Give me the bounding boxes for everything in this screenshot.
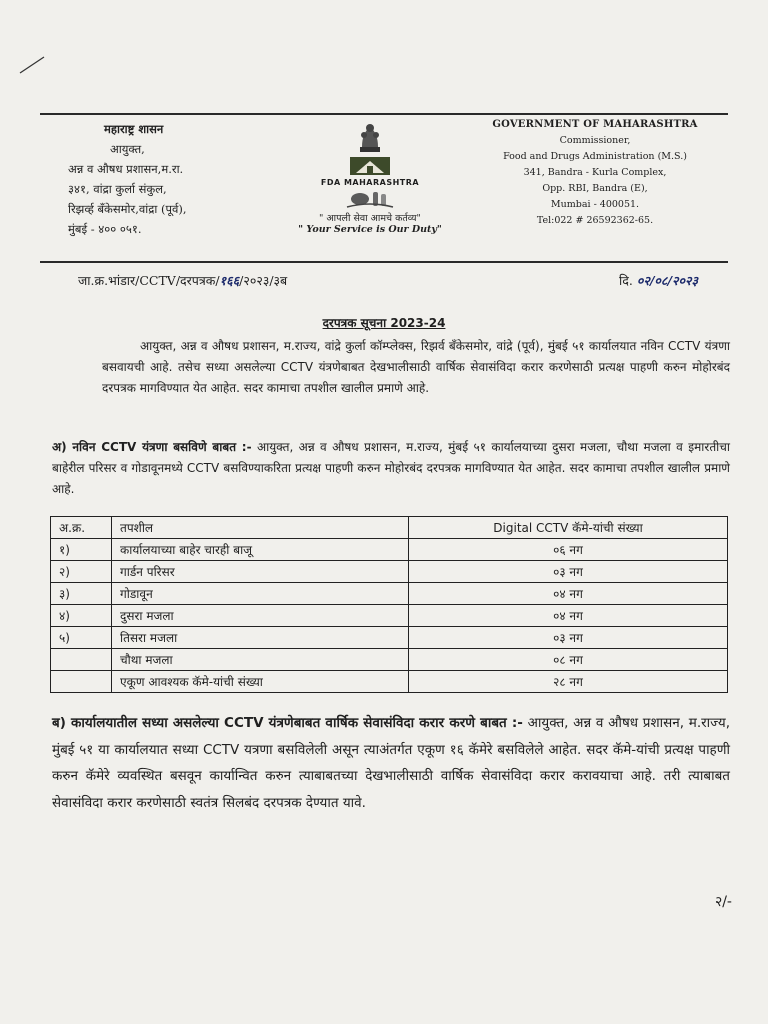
- letterhead-logo-block: [270, 119, 470, 235]
- table-row: [51, 605, 728, 627]
- lh-marathi-line: महाराष्ट्र शासन: [104, 122, 164, 136]
- section-a-text: आयुक्त, अन्न व औषध प्रशासन, म.राज्य, मुंबई ५१ कार्यालयाच्या दुसरा मजला, चौथा मजला व इमारतीचा बाहेरील परिसर व गोडावूनमध्ये CCTV बसविण्याकरिता प्रत्यक्ष पाहणी करुन मोहोरबंद दरपत्रक मागविण्यात येत आहेत. सदर कामाचा तपशील खालील प्रमाणे आहे.: [52, 440, 730, 496]
- table-row: [51, 583, 728, 605]
- letterhead-english-address: [470, 117, 720, 229]
- section-b-heading: ब) कार्यालयातील सध्या असलेल्या CCTV यंत्रणेबाबत वार्षिक सेवासंविदा करार करणे बाबत :-: [52, 715, 523, 731]
- table-row: [51, 561, 728, 583]
- notice-title: दरपत्रक सूचना 2023-24: [322, 316, 446, 330]
- motto-marathi: " आपली सेवा आमचे कर्तव्य": [319, 213, 421, 224]
- cell-count: ०३ नग: [409, 561, 728, 583]
- pen-stroke-mark: [18, 55, 46, 75]
- table-row: [51, 539, 728, 561]
- intro-paragraph: आयुक्त, अन्न व औषध प्रशासन, म.राज्य, वांद्रे कुर्ला कॉम्प्लेक्स, रिझर्व बॅंकेसमोर, वांद्रे (पूर्व), मुंबई ५१ कार्यालयात नविन CCTV यंत्रणा बसवायची आहे. तसेच सध्या असलेल्या CCTV यंत्रणेबाबत देखभालीसाठी वार्षिक सेवासंविदा करार करणेसाठी प्रत्यक्ष पाहणी करुन मोहोरबंद दरपत्रक मागविण्यात येत आहेत. सदर कामाचा तपशील खालील प्रमाणे आहे.: [102, 339, 730, 395]
- cell-serial: ५): [51, 627, 112, 649]
- fda-building-logo-icon: [348, 155, 392, 177]
- cell-count: ०३ नग: [409, 627, 728, 649]
- reference-number: [78, 272, 287, 289]
- ref-handwritten-number: १६६: [219, 273, 240, 288]
- cell-count: ०४ नग: [409, 605, 728, 627]
- section-b-text: आयुक्त, अन्न व औषध प्रशासन, म.राज्य, मुंबई ५१ या कार्यालयात सध्या CCTV यत्रणा बसविलेली असून त्याअंतर्गत एकूण १६ कॅमेरे बसविलेले आहेत. सदर कॅमे-यांची प्रत्यक्ष पाहणी करुन कॅमेरे व्यवस्थित बसवून कार्यान्वित करुन त्याबाबतच्या देखभालीसाठी वार्षिक सेवासंविदा करार करावयाचा आहे. तरी त्याबाबत सेवासंविदा करार करणेसाठी स्वतंत्र सिलबंद दरपत्रक देण्यात यावे.: [52, 715, 730, 811]
- national-emblem-icon: [352, 119, 388, 155]
- lh-marathi-line: मुंबई - ४०० ०५१.: [68, 222, 142, 236]
- cell-count: ०८ नग: [409, 649, 728, 671]
- reference-line: [78, 272, 698, 294]
- letterhead-marathi-address: [48, 119, 278, 239]
- cell-details: गार्डन परिसर: [112, 561, 409, 583]
- col-header-camera-count: Digital CCTV कॅमे-यांची संख्या: [409, 517, 728, 539]
- cell-serial: [51, 649, 112, 671]
- cell-details: तिसरा मजला: [112, 627, 409, 649]
- col-header-details: तपशील: [112, 517, 409, 539]
- fda-logo-caption: FDA MAHARASHTRA: [320, 178, 420, 187]
- reference-date: [619, 272, 698, 289]
- lh-english-line: GOVERNMENT OF MAHARASHTRA: [492, 119, 698, 130]
- cell-serial: ४): [51, 605, 112, 627]
- date-prefix: दि.: [619, 273, 637, 288]
- motto-english: " Your Service is Our Duty": [298, 224, 442, 235]
- cell-details: गोडावून: [112, 583, 409, 605]
- cell-serial: २): [51, 561, 112, 583]
- cell-details: एकूण आवश्यक कॅमे-यांची संख्या: [112, 671, 409, 693]
- lh-english-line: Opp. RBI, Bandra (E),: [542, 183, 648, 194]
- date-handwritten: ०२/०८/२०२३: [636, 273, 698, 288]
- page-number: २/-: [714, 894, 732, 910]
- lh-english-line: Food and Drugs Administration (M.S.): [503, 151, 687, 162]
- ref-prefix: जा.क्र.भांडार/CCTV/दरपत्रक/: [78, 273, 220, 288]
- cell-serial: १): [51, 539, 112, 561]
- lh-marathi-line: आयुक्त,: [110, 142, 145, 156]
- cell-serial: [51, 671, 112, 693]
- camera-requirement-table: [50, 516, 728, 693]
- cell-details: दुसरा मजला: [112, 605, 409, 627]
- cell-count: ०४ नग: [409, 583, 728, 605]
- lh-marathi-line: रिझर्व्ह बॅंकेसमोर,वांद्रा (पूर्व),: [68, 202, 187, 216]
- letterhead: [40, 113, 728, 263]
- table-row: [51, 627, 728, 649]
- lh-marathi-line: अन्न व औषध प्रशासन,म.रा.: [68, 162, 184, 176]
- cell-count: २८ नग: [409, 671, 728, 693]
- table-header-row: [51, 517, 728, 539]
- lh-english-line: Tel:022 # 26592362-65.: [536, 215, 654, 226]
- lh-marathi-line: ३४१, वांद्रा कुर्ला संकुल,: [68, 182, 167, 196]
- col-header-serial: अ.क्र.: [51, 517, 112, 539]
- cell-details: चौथा मजला: [112, 649, 409, 671]
- section-a-paragraph: [52, 437, 730, 500]
- section-a-heading: अ) नविन CCTV यंत्रणा बसविणे बाबत :-: [52, 440, 252, 454]
- cell-details: कार्यालयाच्या बाहेर चारही बाजू: [112, 539, 409, 561]
- lh-english-line: Commissioner,: [559, 135, 631, 146]
- lh-english-line: Mumbai - 400051.: [550, 199, 640, 210]
- ref-suffix: /२०२३/३ब: [239, 273, 288, 288]
- cell-serial: ३): [51, 583, 112, 605]
- table-total-row: [51, 671, 728, 693]
- table-row: [51, 649, 728, 671]
- food-drugs-symbol-icon: [345, 187, 395, 209]
- cell-count: ०६ नग: [409, 539, 728, 561]
- lh-english-line: 341, Bandra - Kurla Complex,: [523, 167, 667, 178]
- section-b-paragraph: [52, 710, 730, 816]
